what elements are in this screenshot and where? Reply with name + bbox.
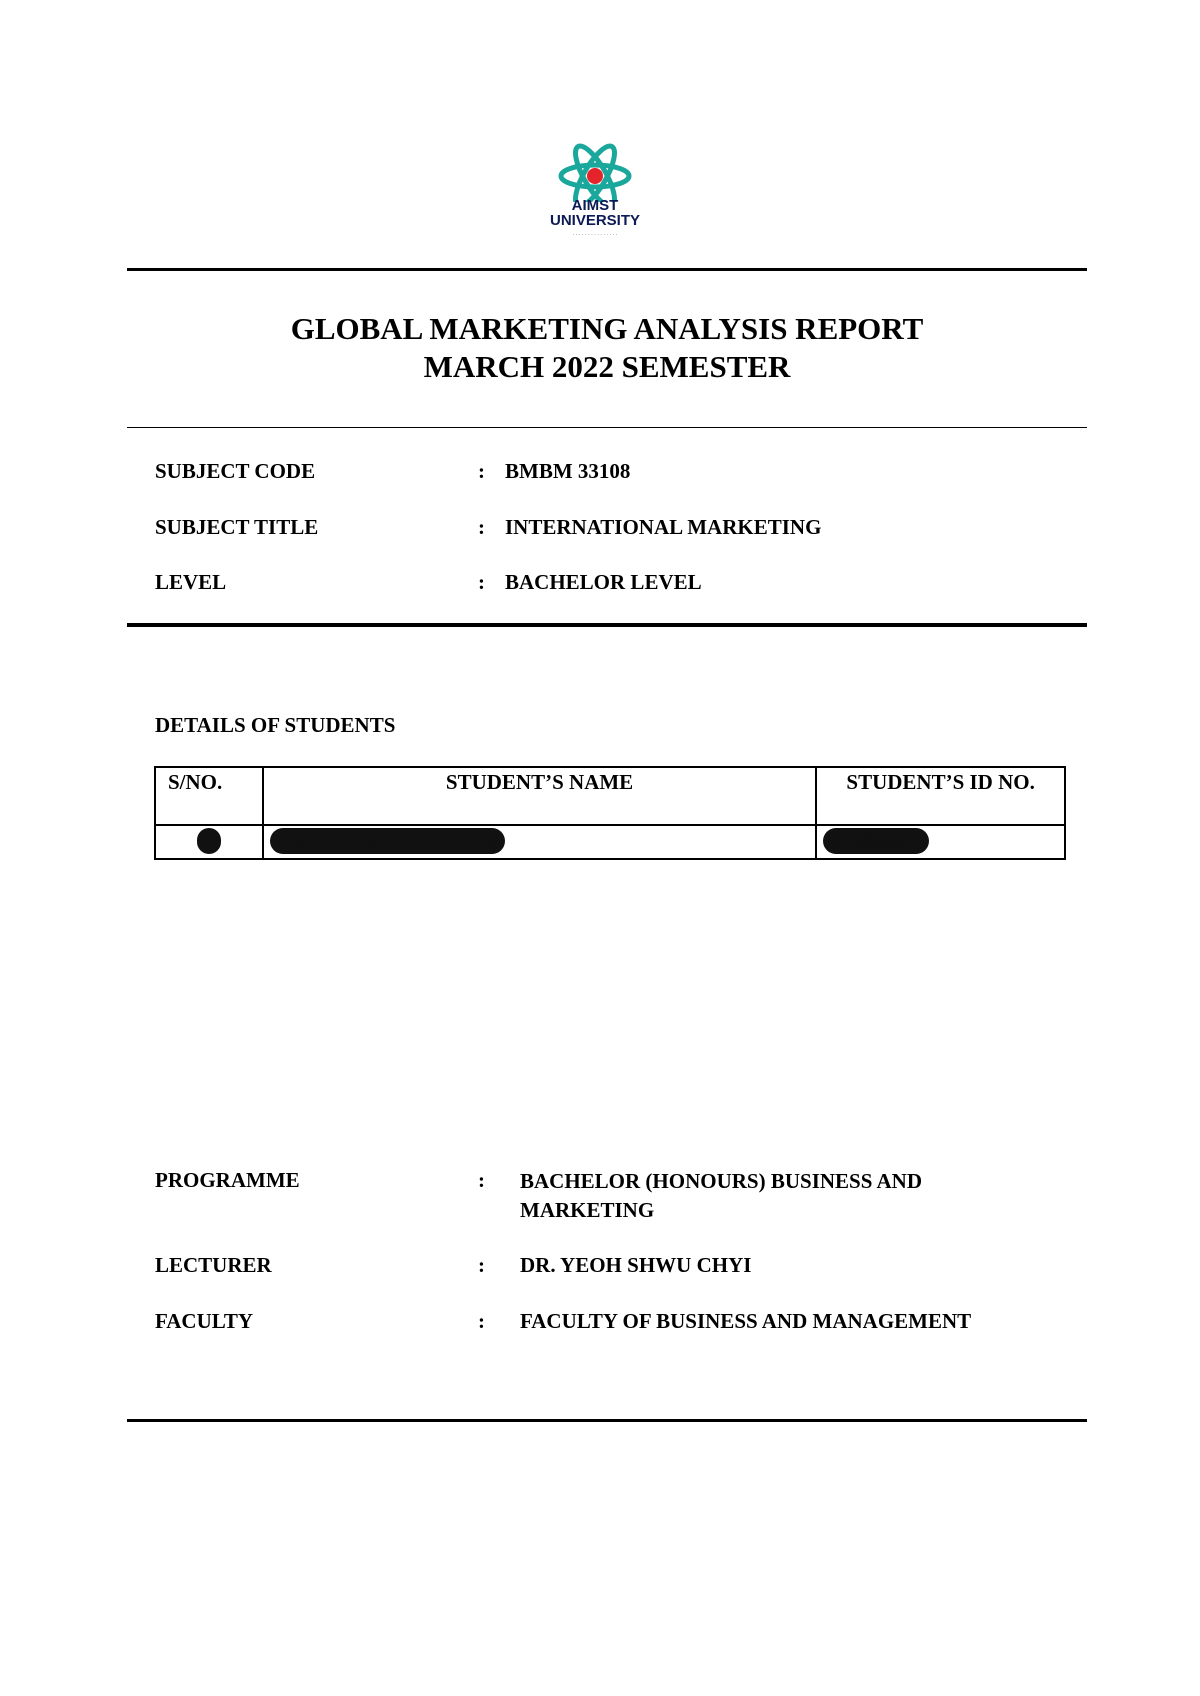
title-divider xyxy=(127,427,1087,428)
lecturer-colon: : xyxy=(478,1253,485,1277)
cell-sno xyxy=(155,825,263,859)
students-heading: DETAILS OF STUDENTS xyxy=(155,713,396,737)
subject-code-value: BMBM 33108 xyxy=(505,459,631,483)
top-divider xyxy=(127,268,1087,271)
programme-value: BACHELOR (HONOURS) BUSINESS AND MARKETING xyxy=(520,1169,922,1222)
redacted-sno: 1. xyxy=(197,828,221,854)
report-semester: MARCH 2022 SEMESTER xyxy=(423,349,791,384)
atom-emblem-icon xyxy=(520,142,670,202)
logo-tagline: · · · · · · · · · · · · · · · xyxy=(572,232,618,238)
column-header-name: STUDENT’S NAME xyxy=(263,767,816,825)
cell-name xyxy=(263,825,816,859)
university-logo xyxy=(520,142,670,252)
level-value: BACHELOR LEVEL xyxy=(505,570,702,594)
lecturer-label: LECTURER xyxy=(155,1253,272,1277)
programme-label: PROGRAMME xyxy=(155,1168,300,1192)
level-colon: : xyxy=(478,570,485,594)
subject-title-value: INTERNATIONAL MARKETING xyxy=(505,515,822,539)
subject-title-label: SUBJECT TITLE xyxy=(155,515,319,539)
bottom-divider xyxy=(127,1419,1087,1422)
programme-colon: : xyxy=(478,1168,485,1192)
redacted-student-name: NURUL YATI BT IDRIS xyxy=(270,828,506,854)
table-header-row xyxy=(155,767,1065,825)
students-table xyxy=(154,766,1066,860)
level-label: LEVEL xyxy=(155,570,227,594)
subject-code-colon: : xyxy=(478,459,485,483)
lecturer-value: DR. YEOH SHWU CHYI xyxy=(520,1253,752,1277)
logo-text-aimst: AIMST xyxy=(571,197,619,214)
subject-code-label: SUBJECT CODE xyxy=(155,459,316,483)
column-header-id: STUDENT’S ID NO. xyxy=(816,767,1065,825)
faculty-value: FACULTY OF BUSINESS AND MANAGEMENT xyxy=(520,1309,972,1333)
report-title: GLOBAL MARKETING ANALYSIS REPORT xyxy=(290,311,924,346)
faculty-label: FACULTY xyxy=(155,1309,254,1333)
table-row xyxy=(155,825,1065,859)
faculty-colon: : xyxy=(478,1309,485,1333)
cell-id xyxy=(816,825,1065,859)
redacted-student-id: B19030024 xyxy=(823,828,929,854)
column-header-sno: S/NO. xyxy=(155,767,263,825)
subject-title-colon: : xyxy=(478,515,485,539)
logo-text-university: UNIVERSITY xyxy=(549,212,640,229)
info-divider xyxy=(127,623,1087,627)
